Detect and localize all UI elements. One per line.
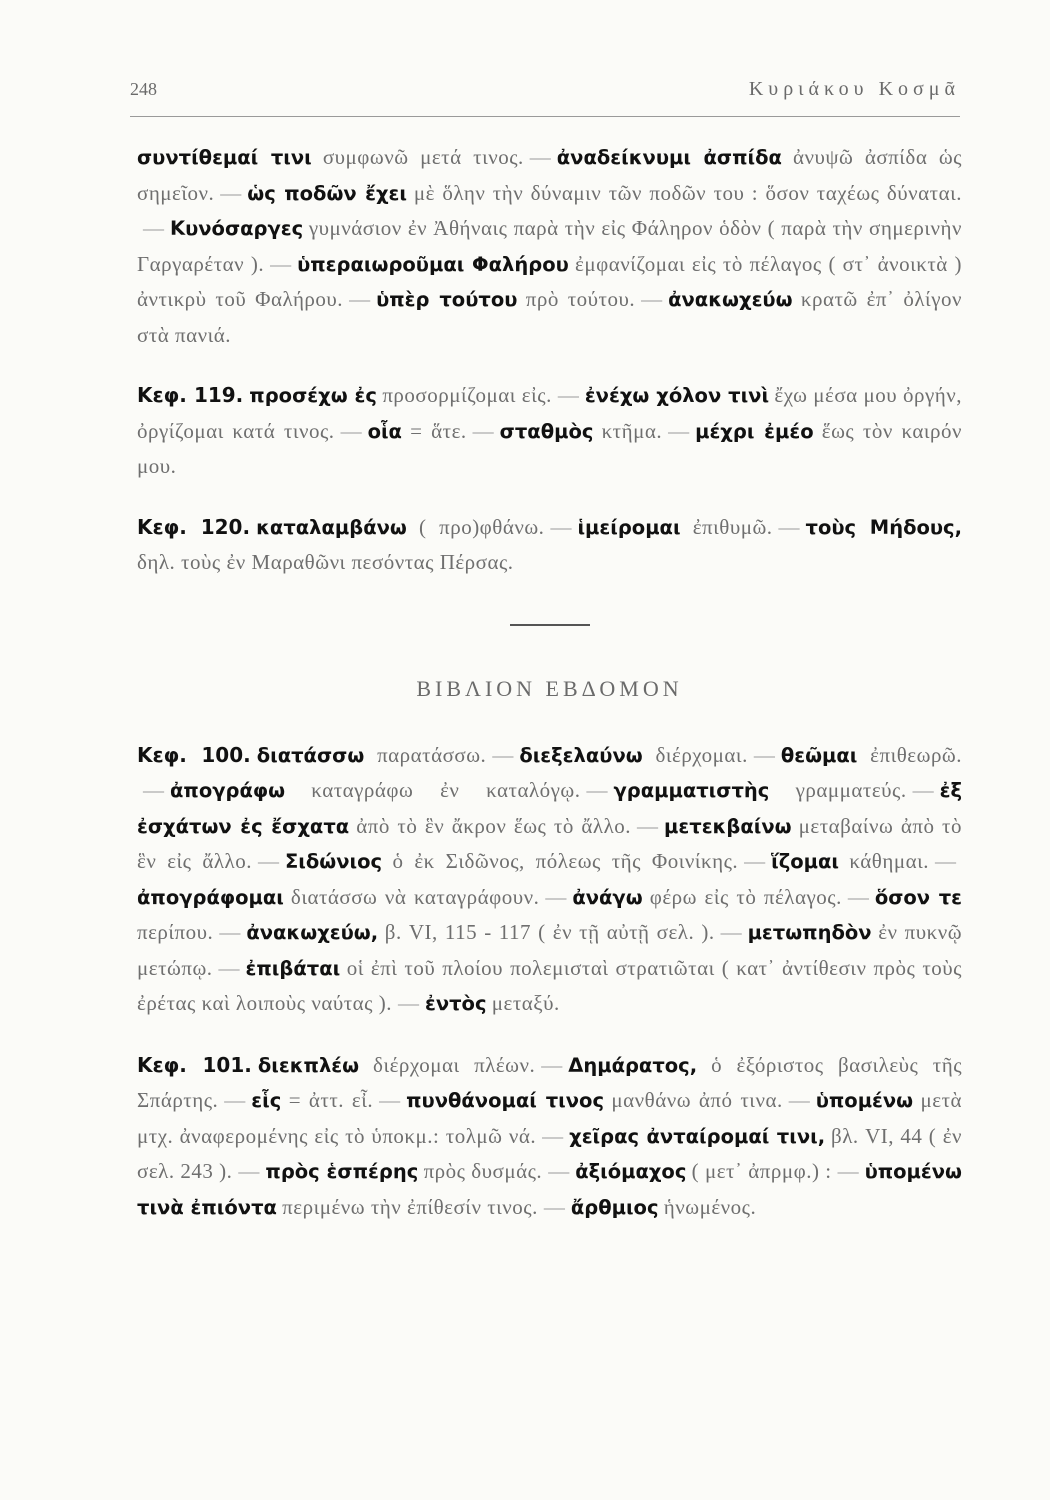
headword: οἷα bbox=[367, 419, 402, 443]
entry-separator: — bbox=[668, 418, 690, 443]
definition: ἐπιθεωρῶ. bbox=[870, 742, 962, 767]
definition: διέρχομαι. bbox=[655, 742, 748, 767]
entry-separator: — bbox=[492, 742, 514, 767]
glossary-paragraph bbox=[137, 510, 962, 580]
entry-separator: — bbox=[542, 1123, 564, 1148]
definition: ἐπιθυμῶ. bbox=[692, 514, 773, 539]
headword: ὅσον τε bbox=[874, 885, 962, 909]
headword: ἐνέχω χόλον τινὶ bbox=[584, 384, 770, 407]
entry-separator: — bbox=[219, 920, 241, 944]
headword: χεῖρας ἀνταίρομαί τινι, bbox=[569, 1124, 826, 1148]
glossary-paragraph bbox=[137, 738, 962, 1022]
headword: προσέχω ἐς bbox=[249, 384, 377, 407]
entry-separator: — bbox=[218, 955, 240, 980]
glossary-paragraph bbox=[137, 378, 962, 484]
headword: ὑπὲρ τούτου bbox=[376, 288, 518, 311]
headword: Κυνόσαργες bbox=[170, 217, 304, 240]
definition: β. VI, 115 - 117 ( ἐν τῇ αὐτῇ σελ. ). bbox=[384, 920, 715, 944]
definition: βλ. VI, 44 ( ἐν σελ. 243 ). bbox=[137, 1123, 963, 1183]
entry-separator: — bbox=[397, 991, 419, 1015]
entry-separator: — bbox=[349, 287, 371, 311]
headword: ἀναδείκνυμι ἀσπίδα bbox=[556, 146, 782, 169]
definition: δηλ. τοὺς ἐν Μαραθῶνι πεσόντας Πέρσας. bbox=[137, 550, 514, 574]
glossary-paragraph bbox=[137, 140, 962, 352]
headword: ἀνακωχεύω, bbox=[246, 921, 379, 944]
headword: καταλαμβάνω bbox=[256, 515, 407, 539]
entry-separator: — bbox=[340, 418, 362, 443]
definition: συμφωνῶ μετά τινος. bbox=[322, 145, 524, 169]
definition: ( μετ᾽ ἀπρμφ.) : bbox=[691, 1159, 832, 1183]
entry-separator: — bbox=[557, 383, 579, 407]
entry-separator: — bbox=[379, 1088, 401, 1112]
definition: ἀνυψῶ ἀσπίδα ὡς σημεῖον. bbox=[137, 145, 963, 205]
section-divider bbox=[510, 624, 590, 626]
definition: = ἅτε. bbox=[410, 418, 467, 443]
page-number: 248 bbox=[130, 79, 157, 99]
page-header bbox=[130, 78, 960, 101]
glossary-paragraph bbox=[137, 1048, 962, 1226]
definition: γυμνάσιον ἐν Ἀθήναις παρὰ τὴν εἰς Φάληρον ὁδὸν ( παρὰ τὴν σημερινὴν Γαργαρέταν ). bbox=[137, 216, 963, 276]
header-rule bbox=[130, 116, 960, 117]
headword: ἀνάγω bbox=[572, 885, 643, 909]
headword: ἱμείρομαι bbox=[577, 515, 681, 539]
definition: μεταξύ. bbox=[491, 991, 560, 1015]
definition: ἕως τὸν καιρόν μου. bbox=[137, 418, 963, 478]
headword: σταθμὸς bbox=[499, 419, 594, 443]
headword: θεῶμαι bbox=[780, 743, 858, 767]
headword: ὑπεραιωροῦμαι Φαλήρου bbox=[297, 252, 569, 276]
definition: πρὸ τούτου. bbox=[525, 287, 636, 311]
entry-separator: — bbox=[778, 514, 800, 539]
headword: διεξελαύνω bbox=[519, 743, 643, 767]
definition: ὁ ἐξόριστος βασιλεὺς τῆς Σπάρτης. bbox=[137, 1052, 963, 1112]
chapter-reference: Κεφ. 101. bbox=[137, 1052, 252, 1077]
chapter-reference: Κεφ. 119. bbox=[137, 383, 244, 407]
headword: ὑπομένω bbox=[815, 1089, 914, 1112]
entry-separator: — bbox=[847, 884, 869, 909]
definition: προσορμίζομαι εἰς. bbox=[382, 383, 552, 407]
definition: ἔχω μέσα μου ὀργήν, ὀργίζομαι κατά τινος. bbox=[137, 383, 963, 443]
entry-separator: — bbox=[586, 778, 608, 802]
entry-separator: — bbox=[550, 514, 572, 539]
entry-separator: — bbox=[912, 778, 934, 802]
definition: κρατῶ ἐπ᾽ ὀλίγον στὰ πανιά. bbox=[137, 287, 962, 347]
entry-separator: — bbox=[257, 849, 279, 873]
headword: ἵζομαι bbox=[771, 850, 840, 873]
headword: ὑπομένω τινὰ ἐπιόντα bbox=[137, 1160, 962, 1219]
headword: τοὺς Μήδους, bbox=[805, 515, 963, 539]
definition: διατάσσω νὰ καταγράφουν. bbox=[290, 884, 540, 909]
definition: = ἀττ. εἶ. bbox=[288, 1088, 374, 1112]
definition: καταγράφω ἐν καταλόγῳ. bbox=[311, 778, 581, 802]
headword: ἄρθμιος bbox=[570, 1195, 659, 1219]
definition: μανθάνω ἀπό τινα. bbox=[611, 1088, 783, 1112]
headword: μετεκβαίνω bbox=[664, 814, 792, 838]
definition: κτῆμα. bbox=[601, 418, 663, 443]
headword: εἷς bbox=[251, 1089, 282, 1112]
definition: ( προ)φθάνω. bbox=[418, 514, 545, 539]
headword: μέχρι ἐμέο bbox=[695, 419, 814, 443]
entry-separator: — bbox=[641, 287, 663, 311]
definition: ἐμφανίζομαι εἰς τὸ πέλαγος ( στ᾽ ἀνοικτὰ ) ἀντικρὺ τοῦ Φαλήρου. bbox=[137, 251, 962, 311]
entry-separator: — bbox=[224, 1088, 246, 1112]
chapter-reference: Κεφ. 120. bbox=[137, 514, 251, 539]
definition: κάθημαι. bbox=[849, 849, 929, 873]
entry-separator: — bbox=[788, 1088, 810, 1112]
chapter-reference: Κεφ. 100. bbox=[137, 742, 251, 767]
entry-separator: — bbox=[238, 1159, 260, 1183]
entry-separator: — bbox=[837, 1159, 859, 1183]
definition: περιμένω τὴν ἐπίθεσίν τινος. bbox=[282, 1194, 538, 1219]
entry-separator: — bbox=[472, 418, 494, 443]
definition: ἡνωμένος. bbox=[663, 1194, 757, 1219]
definition: οἱ ἐπὶ τοῦ πλοίου πολεμισταὶ στρατιῶται ( κατ᾽ ἀντίθεσιν πρὸς τοὺς ἐρέτας καὶ λοιποὺς ναύτας ). bbox=[137, 955, 962, 1015]
entry-separator: — bbox=[529, 145, 551, 169]
definition: ἀπὸ τὸ ἓν ἄκρον ἕως τὸ ἄλλο. bbox=[356, 813, 632, 838]
headword: πρὸς ἑσπέρης bbox=[265, 1160, 419, 1183]
headword: ἀξιόμαχος bbox=[575, 1160, 687, 1183]
entry-separator: — bbox=[543, 1194, 565, 1219]
headword: πυνθάνομαί τινος bbox=[406, 1089, 605, 1112]
entry-separator: — bbox=[637, 813, 659, 838]
headword: ἀπογράφομαι bbox=[137, 885, 284, 909]
definition: μὲ ὅλην τὴν δύναμιν τῶν ποδῶν του : ὅσον ταχέως δύναται. bbox=[413, 180, 963, 205]
definition: διέρχομαι πλέων. bbox=[373, 1052, 536, 1077]
entry-separator: — bbox=[935, 849, 956, 873]
definition: ἐν πυκνῷ μετώπῳ. bbox=[137, 920, 963, 980]
entry-separator: — bbox=[143, 778, 164, 802]
headword: ἐντὸς bbox=[424, 992, 487, 1015]
headword: διατάσσω bbox=[256, 743, 365, 767]
headword: ἐπιβάται bbox=[245, 956, 341, 980]
glossary-body bbox=[137, 140, 962, 1225]
entry-separator: — bbox=[220, 180, 242, 205]
headword: ὡς ποδῶν ἔχει bbox=[247, 181, 408, 205]
definition: ὁ ἐκ Σιδῶνος, πόλεως τῆς Φοινίκης. bbox=[392, 849, 739, 873]
definition: γραμματεύς. bbox=[795, 778, 907, 802]
running-title: Κυριάκου Κοσμᾶ bbox=[748, 78, 960, 100]
entry-separator: — bbox=[548, 1159, 570, 1183]
headword: Δημάρατος, bbox=[568, 1053, 698, 1077]
headword: συντίθεμαί τινι bbox=[137, 146, 312, 169]
headword: ἐξ ἐσχάτων ἐς ἔσχατα bbox=[137, 779, 962, 838]
entry-separator: — bbox=[541, 1052, 563, 1077]
definition: παρατάσσω. bbox=[377, 742, 487, 767]
entry-separator: — bbox=[143, 216, 164, 240]
entry-separator: — bbox=[744, 849, 766, 873]
book-title: ΒΙΒΛΙΟΝ ΕΒΔΟΜΟΝ bbox=[416, 675, 683, 701]
entry-separator: — bbox=[753, 742, 775, 767]
definition: φέρω εἰς τὸ πέλαγος. bbox=[649, 884, 842, 909]
headword: Σιδώνιος bbox=[284, 850, 383, 873]
headword: ἀνακωχεύω bbox=[668, 288, 793, 311]
definition: μετὰ μτχ. ἀναφερομένης εἰς τὸ ὑποκμ.: τολμῶ νά. bbox=[137, 1088, 963, 1148]
headword: διεκπλέω bbox=[257, 1053, 360, 1077]
definition: περίπου. bbox=[137, 920, 214, 944]
headword: ἀπογράφω bbox=[170, 779, 286, 802]
headword: μετωπηδὸν bbox=[747, 921, 872, 944]
entry-separator: — bbox=[545, 884, 567, 909]
headword: γραμματιστὴς bbox=[613, 779, 770, 802]
entry-separator: — bbox=[720, 920, 742, 944]
definition: πρὸς δυσμάς. bbox=[423, 1159, 543, 1183]
entry-separator: — bbox=[270, 251, 292, 276]
definition: μεταβαίνω ἀπὸ τὸ ἓν εἰς ἄλλο. bbox=[137, 813, 962, 873]
